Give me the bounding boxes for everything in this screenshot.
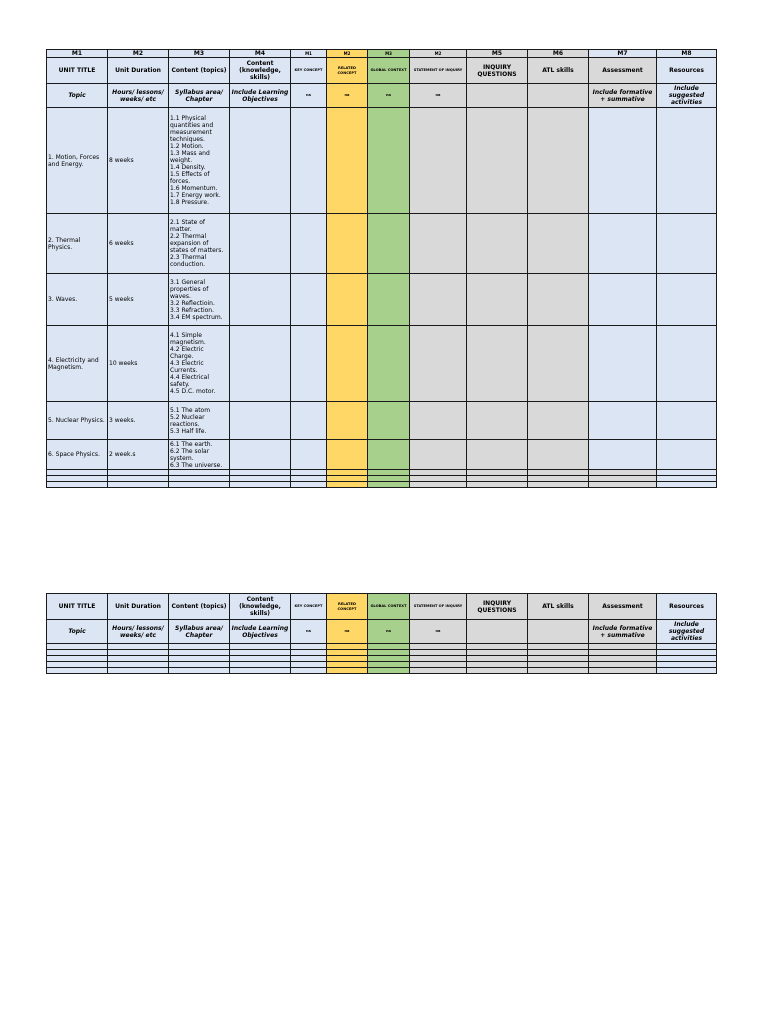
header-resources: Resources — [657, 594, 717, 620]
header-inquiry-questions: INQUIRY QUESTIONS — [467, 594, 528, 620]
topic-line: 2.3 Thermal conduction. — [170, 254, 207, 268]
blank-row — [47, 482, 717, 488]
header-unit-duration: Unit Duration — [108, 594, 169, 620]
empty-cell — [467, 274, 528, 326]
unit-row — [47, 214, 717, 274]
empty-cell — [108, 482, 169, 488]
unit-duration: 2 week.s — [108, 440, 169, 470]
topic-line: 5.3 Half life. — [170, 427, 207, 435]
empty-cell — [467, 326, 528, 402]
empty-cell — [327, 402, 368, 440]
empty-cell — [657, 440, 717, 470]
code-cell: M3 — [169, 50, 230, 58]
topic-line: 1.8 Pressure. — [170, 199, 209, 206]
empty-cell — [291, 402, 327, 440]
sub-hours: Hours/ lessons/ weeks/ etc — [108, 84, 169, 108]
sub-na: na — [327, 84, 368, 108]
code-cell: M4 — [230, 50, 291, 58]
topic-line: 4.3 Electric Currents. — [170, 360, 204, 374]
header-global-context: GLOBAL CONTEXT — [368, 594, 410, 620]
unit-title: 1. Motion, Forces and Energy. — [47, 108, 108, 214]
unit-row — [47, 440, 717, 470]
empty-cell — [230, 274, 291, 326]
unit-topics — [169, 108, 230, 214]
header-atl-skills: ATL skills — [528, 58, 589, 84]
empty-cell — [528, 326, 589, 402]
sub-objectives: Include Learning Objectives — [230, 620, 291, 644]
subheader-row — [47, 620, 717, 644]
topic-line: 1.7 Energy work. — [170, 192, 221, 199]
empty-cell — [230, 668, 291, 674]
topic-line: 3.4 EM spectrum. — [170, 313, 223, 321]
empty-cell — [368, 274, 410, 326]
empty-cell — [230, 482, 291, 488]
empty-cell — [368, 326, 410, 402]
empty-cell — [230, 108, 291, 214]
unit-title: 6. Space Physics. — [47, 440, 108, 470]
unit-duration: 3 weeks. — [108, 402, 169, 440]
header-atl-skills: ATL skills — [528, 594, 589, 620]
empty-cell — [410, 668, 467, 674]
code-cell: M2 — [108, 50, 169, 58]
empty-cell — [657, 108, 717, 214]
header-content-knowledge: Content (knowledge, skills) — [230, 594, 291, 620]
empty-cell — [528, 274, 589, 326]
topic-line: 4.4 Electrical safety. — [170, 374, 210, 388]
header-related-concept: RELATED CONCEPT — [327, 58, 368, 84]
empty-cell — [230, 402, 291, 440]
sub-assessment: Include formative + summative — [589, 620, 657, 644]
topic-line: 1.2 Motion. — [170, 143, 204, 150]
unit-topics — [169, 326, 230, 402]
topic-line: 1.3 Mass and weight. — [170, 150, 210, 164]
header-assessment: Assessment — [589, 594, 657, 620]
header-unit-title: UNIT TITLE — [47, 594, 108, 620]
empty-cell — [589, 214, 657, 274]
topic-line: 3.1 General properties of waves. — [170, 278, 209, 300]
code-cell: M5 — [467, 50, 528, 58]
empty-cell — [291, 108, 327, 214]
empty-cell — [291, 482, 327, 488]
empty-cell — [327, 214, 368, 274]
topic-line: 1.6 Momentum. — [170, 185, 218, 192]
unit-row — [47, 274, 717, 326]
topic-line: 1.1 Physical quantities and measurement techniques. — [170, 115, 214, 143]
unit-topics — [169, 214, 230, 274]
empty-cell — [410, 326, 467, 402]
empty-cell — [327, 440, 368, 470]
empty-cell — [368, 214, 410, 274]
empty-cell — [657, 274, 717, 326]
sub-hours: Hours/ lessons/ weeks/ etc — [108, 620, 169, 644]
empty-cell — [589, 274, 657, 326]
header-content-topics: Content (topics) — [169, 58, 230, 84]
unit-title: 5. Nuclear Physics. — [47, 402, 108, 440]
unit-row — [47, 326, 717, 402]
empty-cell — [657, 482, 717, 488]
topic-line: 6.1 The earth. — [170, 440, 213, 448]
sub-syllabus: Syllabus area/ Chapter — [169, 620, 230, 644]
empty-cell — [368, 668, 410, 674]
header-content-topics: Content (topics) — [169, 594, 230, 620]
empty-cell — [589, 440, 657, 470]
header-statement-of-inquiry: STATEMENT OF INQUIRY — [410, 58, 467, 84]
header-resources: Resources — [657, 58, 717, 84]
header-key-concept: KEY CONCEPT — [291, 594, 327, 620]
empty-cell — [47, 482, 108, 488]
empty-cell — [327, 668, 368, 674]
curriculum-table — [46, 49, 717, 488]
blank-template-table — [46, 593, 717, 674]
empty-cell — [410, 214, 467, 274]
unit-duration: 5 weeks — [108, 274, 169, 326]
empty-cell — [368, 482, 410, 488]
sub-empty — [467, 620, 528, 644]
sub-syllabus: Syllabus area/ Chapter — [169, 84, 230, 108]
unit-topics — [169, 402, 230, 440]
sub-resources: Include suggested activities — [657, 84, 717, 108]
empty-cell — [528, 668, 589, 674]
topic-line: 2.1 State of matter. — [170, 219, 206, 233]
sub-na: na — [410, 620, 467, 644]
empty-cell — [230, 326, 291, 402]
code-cell: M2 — [410, 50, 467, 58]
subheader-row — [47, 84, 717, 108]
header-assessment: Assessment — [589, 58, 657, 84]
code-cell: M2 — [327, 50, 368, 58]
code-cell: M1 — [47, 50, 108, 58]
topic-line: 1.5 Effects of forces. — [170, 171, 210, 185]
empty-cell — [291, 274, 327, 326]
header-row — [47, 58, 717, 84]
topic-line: 1.4 Density. — [170, 164, 206, 171]
sub-empty — [528, 620, 589, 644]
topic-line: 3.3 Refraction. — [170, 306, 214, 314]
topic-line: 5.2 Nuclear reactions. — [170, 413, 205, 428]
unit-duration: 8 weeks — [108, 108, 169, 214]
sub-objectives: Include Learning Objectives — [230, 84, 291, 108]
header-inquiry-questions: INQUIRY QUESTIONS — [467, 58, 528, 84]
unit-title: 4. Electricity and Magnetism. — [47, 326, 108, 402]
sub-na: na — [410, 84, 467, 108]
empty-cell — [467, 668, 528, 674]
empty-cell — [47, 668, 108, 674]
topic-line: 2.2 Thermal expansion of states of matters. — [170, 233, 224, 254]
empty-cell — [657, 214, 717, 274]
header-content-knowledge: Content (knowledge, skills) — [230, 58, 291, 84]
topic-line: 4.5 D.C. motor. — [170, 388, 216, 395]
topic-line: 4.1 Simple magnetism. — [170, 332, 206, 346]
topic-line: 6.3 The universe. — [170, 461, 223, 469]
empty-cell — [291, 214, 327, 274]
header-related-concept: RELATED CONCEPT — [327, 594, 368, 620]
empty-cell — [169, 668, 230, 674]
empty-cell — [410, 402, 467, 440]
empty-cell — [368, 108, 410, 214]
header-unit-duration: Unit Duration — [108, 58, 169, 84]
empty-cell — [589, 326, 657, 402]
empty-cell — [169, 482, 230, 488]
header-statement-of-inquiry: STATEMENT OF INQUIRY — [410, 594, 467, 620]
code-cell: M1 — [291, 50, 327, 58]
unit-row — [47, 108, 717, 214]
sub-na: na — [291, 620, 327, 644]
empty-cell — [108, 668, 169, 674]
empty-cell — [327, 326, 368, 402]
blank-row — [47, 668, 717, 674]
sub-empty — [528, 84, 589, 108]
empty-cell — [528, 108, 589, 214]
empty-cell — [589, 402, 657, 440]
empty-cell — [368, 402, 410, 440]
code-cell: M6 — [528, 50, 589, 58]
sub-resources: Include suggested activities — [657, 620, 717, 644]
empty-cell — [589, 482, 657, 488]
sub-na: na — [368, 620, 410, 644]
empty-cell — [657, 402, 717, 440]
unit-topics — [169, 274, 230, 326]
empty-cell — [467, 214, 528, 274]
sub-na: na — [368, 84, 410, 108]
sub-na: na — [327, 620, 368, 644]
header-global-context: GLOBAL CONTEXT — [368, 58, 410, 84]
unit-topics — [169, 440, 230, 470]
sub-na: na — [291, 84, 327, 108]
header-row — [47, 594, 717, 620]
empty-cell — [410, 108, 467, 214]
unit-duration: 10 weeks — [108, 326, 169, 402]
empty-cell — [291, 326, 327, 402]
empty-cell — [291, 668, 327, 674]
unit-duration: 6 weeks — [108, 214, 169, 274]
header-unit-title: UNIT TITLE — [47, 58, 108, 84]
empty-cell — [410, 440, 467, 470]
header-key-concept: KEY CONCEPT — [291, 58, 327, 84]
empty-cell — [528, 402, 589, 440]
unit-title: 2. Thermal Physics. — [47, 214, 108, 274]
unit-title: 3. Waves. — [47, 274, 108, 326]
code-cell: M3 — [368, 50, 410, 58]
empty-cell — [589, 668, 657, 674]
empty-cell — [230, 440, 291, 470]
code-cell: M8 — [657, 50, 717, 58]
empty-cell — [467, 108, 528, 214]
empty-cell — [657, 326, 717, 402]
empty-cell — [291, 440, 327, 470]
empty-cell — [467, 482, 528, 488]
topic-line: 3.2 Reflectioin. — [170, 299, 215, 307]
sub-assessment: Include formative + summative — [589, 84, 657, 108]
empty-cell — [589, 108, 657, 214]
sub-topic: Topic — [47, 620, 108, 644]
empty-cell — [528, 214, 589, 274]
unit-row — [47, 402, 717, 440]
empty-cell — [410, 482, 467, 488]
empty-cell — [528, 440, 589, 470]
empty-cell — [327, 108, 368, 214]
empty-cell — [467, 440, 528, 470]
code-cell: M7 — [589, 50, 657, 58]
topic-line: 6.2 The solar system. — [170, 447, 210, 462]
empty-cell — [657, 668, 717, 674]
empty-cell — [528, 482, 589, 488]
empty-cell — [230, 214, 291, 274]
empty-cell — [327, 482, 368, 488]
empty-cell — [327, 274, 368, 326]
topic-line: 5.1 The atom — [170, 406, 211, 414]
empty-cell — [368, 440, 410, 470]
column-code-row — [47, 50, 717, 58]
empty-cell — [467, 402, 528, 440]
sub-topic: Topic — [47, 84, 108, 108]
sub-empty — [467, 84, 528, 108]
empty-cell — [410, 274, 467, 326]
topic-line: 4.2 Electric Charge. — [170, 346, 204, 360]
